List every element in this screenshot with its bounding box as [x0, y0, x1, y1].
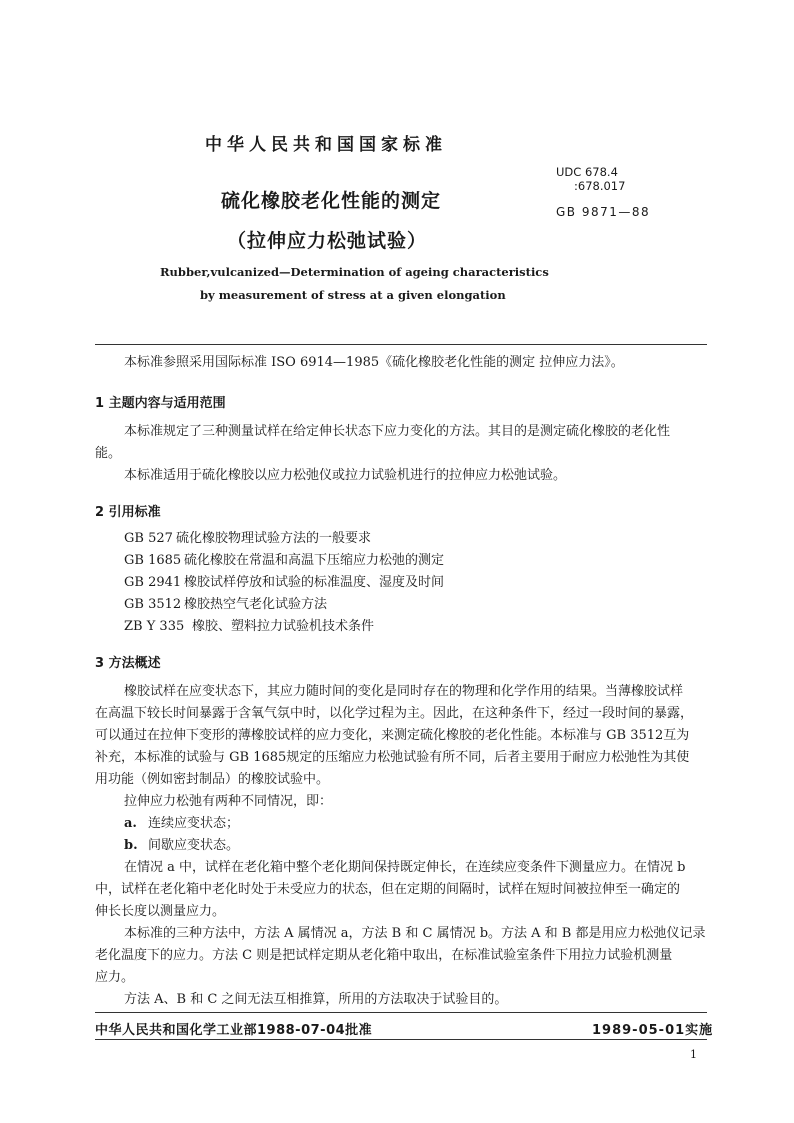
reference-title: 橡胶热空气老化试验方法	[184, 597, 328, 612]
reference-item	[124, 553, 444, 569]
document-title: 硫化橡胶老化性能的测定	[221, 190, 442, 212]
header-divider	[95, 344, 707, 345]
english-title-line1: Rubber,vulcanized—Determination of ageing characteristics	[160, 265, 549, 279]
section-1-heading: 1 主题内容与适用范围	[95, 396, 226, 411]
reference-item	[124, 531, 371, 547]
reference-item	[124, 619, 374, 635]
reference-title: 橡胶、塑料拉力试验机技术条件	[192, 619, 375, 634]
section-3-paragraph-4-cont: 老化温度下的应力。方法 C 则是把试样定期从老化箱中取出，在标准试验室条件下用拉力试验机测量	[95, 948, 673, 963]
list-item-text: 间歇应变状态。	[148, 838, 240, 853]
reference-code: GB 1685	[124, 553, 182, 568]
approval-line: 中华人民共和国化学工业部1988-07-04批准	[95, 1023, 373, 1038]
footer-bottom-divider	[95, 1039, 707, 1040]
footer-divider	[95, 1012, 707, 1013]
section-1-paragraph-1-cont: 能。	[95, 446, 122, 461]
section-3-paragraph-1: 橡胶试样在应变状态下，其应力随时间的变化是同时存在的物理和化学作用的结果。当薄橡胶试样	[124, 684, 684, 699]
section-1-paragraph-1: 本标准规定了三种测量试样在给定伸长状态下应力变化的方法。其目的是测定硫化橡胶的老化性	[124, 424, 671, 439]
reference-title: 硫化橡胶物理试验方法的一般要求	[176, 531, 372, 546]
effective-date: 1989-05-01实施	[592, 1023, 714, 1038]
reference-item	[124, 597, 327, 613]
reference-code: GB 3512	[124, 597, 182, 612]
section-1-paragraph-2: 本标准适用于硫化橡胶以应力松弛仪或拉力试验机进行的拉伸应力松弛试验。	[124, 468, 567, 483]
section-3-paragraph-1-cont: 可以通过在拉伸下变形的薄橡胶试样的应力变化，来测定硫化橡胶的老化性能。本标准与 GB 3512互为	[95, 728, 690, 743]
page-number: 1	[690, 1048, 697, 1061]
list-item-label: a.	[124, 816, 137, 831]
document-subtitle: （拉伸应力松弛试验）	[227, 230, 428, 252]
section-3-paragraph-3: 在情况 a 中，试样在老化箱中整个老化期间保持既定伸长，在连续应变条件下测量应力。在情况 b	[124, 860, 686, 875]
section-3-paragraph-2: 拉伸应力松弛有两种不同情况，即：	[124, 794, 333, 809]
section-3-paragraph-5: 方法 A、B 和 C 之间无法互相推算，所用的方法取决于试验目的。	[124, 992, 508, 1007]
list-item-label: b.	[124, 838, 138, 853]
list-item	[124, 838, 239, 854]
national-standard-title: 中华人民共和国国家标准	[205, 135, 447, 155]
reference-item	[124, 575, 444, 591]
reference-title: 橡胶试样停放和试验的标准温度、湿度及时间	[184, 575, 445, 590]
gb-standard-code: GB 9871—88	[556, 205, 651, 219]
section-3-paragraph-1-cont: 在高温下较长时间暴露于含氧气氛中时，以化学过程为主。因此，在这种条件下，经过一段时间的暴露，	[95, 706, 694, 721]
list-item	[124, 816, 239, 832]
section-3-paragraph-3-cont: 伸长长度以测量应力。	[95, 904, 226, 919]
english-title-line2: by measurement of stress at a given elongation	[200, 288, 506, 302]
section-3-paragraph-1-cont: 用功能（例如密封制品）的橡胶试验中。	[95, 772, 330, 787]
intro-text: 本标准参照采用国际标准 ISO 6914—1985《硫化橡胶老化性能的测定 拉伸应力法》。	[124, 355, 624, 370]
reference-title: 硫化橡胶在常温和高温下压缩应力松弛的测定	[184, 553, 445, 568]
reference-code: ZB Y 335	[124, 619, 185, 634]
udc-code: UDC 678.4	[556, 165, 618, 179]
list-item-text: 连续应变状态；	[148, 816, 240, 831]
reference-code: GB 2941	[124, 575, 182, 590]
section-3-paragraph-4: 本标准的三种方法中，方法 A 属情况 a，方法 B 和 C 属情况 b。方法 A 和 B 都是用应力松弛仪记录	[124, 926, 706, 941]
udc-code-sub: :678.017	[574, 179, 626, 193]
section-3-paragraph-4-cont: 应力。	[95, 970, 135, 985]
reference-code: GB 527	[124, 531, 173, 546]
section-2-heading: 2 引用标准	[95, 505, 161, 520]
section-3-paragraph-3-cont: 中，试样在老化箱中老化时处于未受应力的状态，但在定期的间隔时，试样在短时间被拉伸至一确定的	[95, 882, 681, 897]
section-3-paragraph-1-cont: 补充，本标准的试验与 GB 1685规定的压缩应力松弛试验有所不同，后者主要用于耐应力松弛性为其使	[95, 750, 690, 765]
section-3-heading: 3 方法概述	[95, 656, 161, 671]
